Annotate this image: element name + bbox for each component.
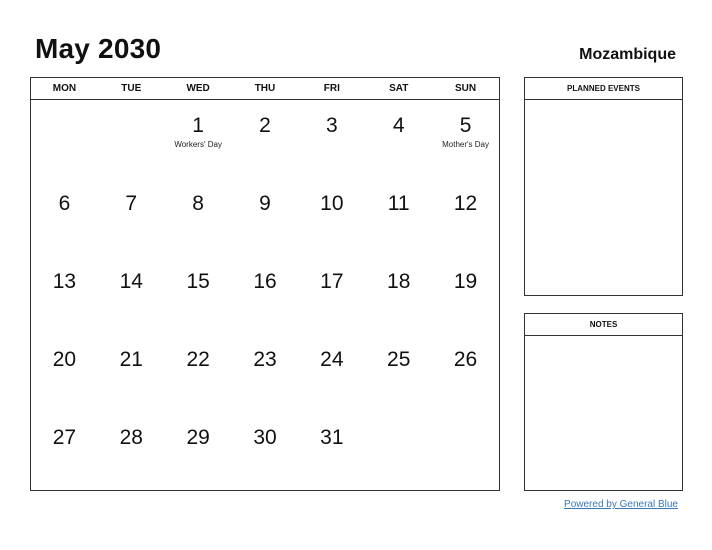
day-cell [165, 334, 232, 412]
day-number: 13 [52, 270, 77, 293]
day-cell [365, 412, 432, 490]
weekday-header: TUE [121, 83, 142, 94]
day-number: 21 [119, 348, 143, 371]
day-number: 15 [186, 270, 210, 293]
day-number: 11 [387, 192, 410, 215]
day-number: 26 [453, 348, 478, 371]
day-cell [232, 334, 299, 412]
day-number: 30 [253, 426, 277, 449]
day-cell [165, 412, 232, 490]
day-cell [232, 412, 299, 490]
day-number: 1 [192, 114, 204, 137]
day-number: 2 [259, 114, 271, 137]
day-cell [298, 334, 365, 412]
day-number: 10 [320, 192, 344, 215]
holiday-label: Mother's Day [442, 140, 489, 149]
day-cell [298, 256, 365, 334]
day-cell [232, 100, 299, 178]
day-number: 5 [459, 114, 472, 137]
weekday-header: SUN [455, 83, 477, 94]
month-calendar [30, 77, 500, 491]
day-cell [298, 412, 365, 490]
day-cell [432, 256, 499, 334]
day-number: 12 [453, 192, 478, 215]
planned-events-title: PLANNED EVENTS [525, 78, 682, 100]
day-cell [432, 412, 499, 490]
day-cell [365, 334, 432, 412]
planned-events-panel [524, 77, 683, 296]
day-cell [232, 256, 299, 334]
day-number: 17 [320, 270, 344, 293]
calendar-grid [31, 100, 499, 490]
day-cell [432, 178, 499, 256]
notes-panel [524, 313, 683, 491]
day-number: 28 [119, 426, 143, 449]
day-cell [31, 256, 98, 334]
day-cell [98, 178, 165, 256]
day-number: 18 [387, 270, 411, 293]
day-number [365, 412, 432, 426]
day-cell [31, 412, 98, 490]
holiday-label: Workers' Day [174, 140, 222, 149]
day-number: 7 [125, 192, 138, 215]
weekday-header-row [31, 78, 499, 100]
day-cell [31, 334, 98, 412]
day-cell [98, 256, 165, 334]
day-cell [365, 178, 432, 256]
weekday-header: THU [254, 83, 276, 94]
weekday-header: SAT [389, 83, 409, 94]
day-number: 31 [320, 426, 344, 449]
day-number: 27 [52, 426, 77, 449]
day-cell [165, 178, 232, 256]
day-cell [298, 100, 365, 178]
day-number [432, 412, 499, 426]
day-cell [31, 178, 98, 256]
day-cell [165, 256, 232, 334]
calendar-title: May 2030 [35, 33, 162, 64]
day-cell [365, 100, 432, 178]
day-cell [98, 412, 165, 490]
day-number: 25 [387, 348, 411, 371]
day-number [98, 100, 165, 114]
day-number: 9 [259, 192, 271, 215]
weekday-header: FRI [323, 83, 340, 94]
day-number: 23 [253, 348, 277, 371]
day-number [31, 100, 98, 114]
notes-title: NOTES [525, 314, 682, 336]
weekday-header: WED [186, 83, 210, 94]
day-number: 24 [320, 348, 344, 371]
day-number: 4 [392, 114, 405, 137]
country-label: Mozambique [579, 46, 676, 63]
day-number: 29 [186, 426, 210, 449]
day-number: 6 [58, 192, 71, 215]
day-number: 20 [52, 348, 77, 371]
day-cell [165, 100, 232, 178]
day-cell [232, 178, 299, 256]
day-number: 16 [253, 270, 277, 293]
day-cell [432, 334, 499, 412]
day-number: 3 [326, 114, 338, 137]
day-cell [298, 178, 365, 256]
day-number: 22 [186, 348, 210, 371]
weekday-header: MON [52, 83, 77, 94]
day-cell [31, 100, 98, 178]
day-cell [98, 334, 165, 412]
day-cell [432, 100, 499, 178]
day-number: 19 [453, 270, 478, 293]
day-number: 8 [192, 192, 204, 215]
day-number: 14 [119, 270, 143, 293]
day-cell [98, 100, 165, 178]
powered-by-link[interactable]: Powered by General Blue [564, 499, 678, 510]
day-cell [365, 256, 432, 334]
